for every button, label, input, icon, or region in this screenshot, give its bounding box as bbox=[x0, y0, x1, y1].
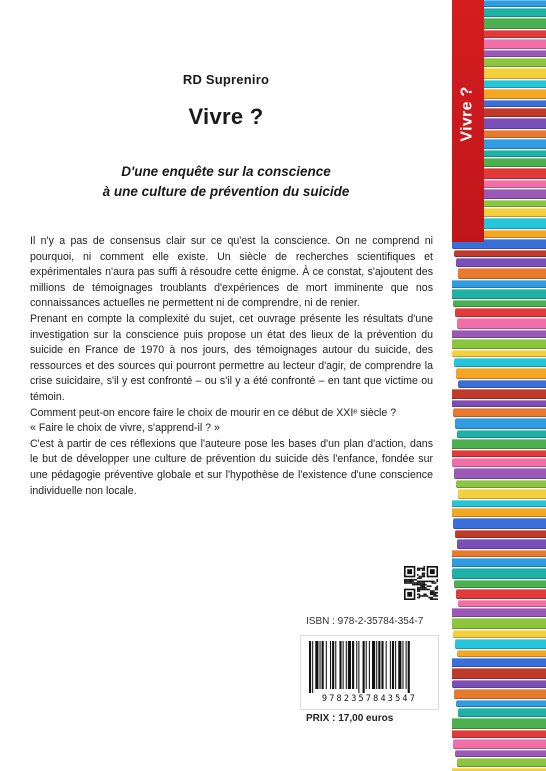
barcode-bar bbox=[369, 641, 370, 689]
book-spine-stripe bbox=[452, 730, 546, 738]
qr-module bbox=[425, 594, 427, 596]
qr-module bbox=[435, 589, 437, 591]
qr-module bbox=[430, 592, 432, 594]
qr-code-icon bbox=[404, 566, 438, 600]
qr-module bbox=[423, 572, 425, 574]
barcode-bar bbox=[390, 641, 391, 689]
book-subtitle bbox=[0, 162, 452, 202]
qr-module bbox=[436, 581, 438, 583]
qr-module bbox=[419, 568, 421, 570]
qr-module bbox=[435, 594, 437, 596]
book-spine-stripe bbox=[456, 258, 546, 267]
barcode-bar bbox=[366, 641, 367, 689]
qr-module bbox=[436, 589, 438, 591]
barcode-bar bbox=[408, 641, 410, 693]
qr-module bbox=[407, 579, 409, 581]
qr-module bbox=[435, 595, 437, 597]
qr-module bbox=[430, 598, 432, 600]
book-spine-stripe bbox=[452, 339, 546, 349]
qr-module bbox=[417, 568, 419, 570]
book-spine-stripe bbox=[452, 400, 546, 407]
qr-module bbox=[417, 589, 419, 591]
qr-module bbox=[420, 587, 422, 589]
book-spine-stripe bbox=[452, 550, 546, 557]
spine-title-text: Vivre ? bbox=[459, 86, 477, 142]
qr-module bbox=[417, 581, 419, 583]
book-spine-stripe bbox=[456, 700, 546, 707]
qr-module bbox=[407, 581, 409, 583]
qr-module bbox=[419, 589, 421, 591]
book-spine-stripe bbox=[454, 358, 546, 367]
qr-module bbox=[410, 579, 412, 581]
qr-module bbox=[430, 594, 432, 596]
barcode-bar bbox=[386, 641, 387, 689]
qr-module bbox=[404, 579, 406, 581]
qr-module bbox=[417, 597, 419, 599]
qr-module bbox=[432, 597, 434, 599]
qr-module bbox=[410, 582, 412, 584]
barcode-bar bbox=[372, 641, 375, 689]
book-spine-stripe bbox=[454, 250, 546, 257]
qr-module bbox=[432, 582, 434, 584]
qr-module bbox=[417, 582, 419, 584]
qr-module bbox=[427, 585, 429, 587]
qr-module bbox=[412, 579, 414, 581]
book-spine-stripe bbox=[452, 568, 546, 579]
qr-module bbox=[436, 598, 438, 600]
barcode-bar bbox=[398, 641, 401, 689]
barcode-bar bbox=[343, 641, 344, 689]
book-spine-stripe bbox=[455, 530, 546, 538]
book-spine-stripe bbox=[458, 600, 546, 607]
book-spine-stripe bbox=[458, 708, 546, 717]
barcode-bar bbox=[406, 641, 407, 689]
book-spine-stripe bbox=[453, 518, 546, 529]
qr-module bbox=[425, 581, 427, 583]
book-spine-stripe bbox=[453, 630, 546, 638]
barcode-bar bbox=[320, 641, 321, 689]
qr-module bbox=[419, 584, 421, 586]
blurb-text bbox=[30, 234, 433, 499]
barcode-bar bbox=[381, 641, 383, 689]
barcode-bar bbox=[352, 641, 354, 689]
book-spine-stripe bbox=[457, 539, 546, 549]
price-label: PRIX : bbox=[306, 713, 336, 724]
qr-module bbox=[423, 566, 425, 568]
qr-module bbox=[422, 595, 424, 597]
qr-module bbox=[428, 597, 430, 599]
barcode-bar bbox=[339, 641, 341, 689]
qr-module bbox=[433, 582, 435, 584]
qr-module bbox=[433, 594, 435, 596]
barcode-bar bbox=[315, 641, 318, 689]
book-spine-stripe bbox=[457, 758, 546, 767]
qr-module bbox=[436, 587, 438, 589]
qr-module bbox=[420, 595, 422, 597]
qr-module bbox=[423, 584, 425, 586]
qr-module bbox=[427, 595, 429, 597]
qr-module bbox=[430, 581, 432, 583]
book-spine-stripe bbox=[452, 658, 546, 667]
qr-module bbox=[410, 581, 412, 583]
qr-module bbox=[423, 582, 425, 584]
book-spine-stripe bbox=[454, 580, 546, 588]
book-title: Vivre ? bbox=[188, 104, 264, 129]
qr-module bbox=[432, 594, 434, 596]
book-spine-stripe bbox=[455, 308, 546, 317]
qr-finder-pattern bbox=[430, 569, 435, 574]
qr-module bbox=[415, 582, 417, 584]
book-spine-stripe bbox=[452, 350, 546, 357]
qr-module bbox=[432, 581, 434, 583]
qr-finder-pattern bbox=[407, 569, 412, 574]
qr-module bbox=[423, 594, 425, 596]
qr-module bbox=[406, 581, 408, 583]
author-name: RD Supreniro bbox=[182, 72, 270, 87]
qr-module bbox=[406, 579, 408, 581]
qr-module bbox=[417, 594, 419, 596]
barcode-bar bbox=[402, 641, 403, 689]
book-spine-stripe bbox=[453, 300, 546, 307]
qr-module bbox=[422, 576, 424, 578]
barcode-bar bbox=[356, 641, 357, 689]
book-spine-stripe bbox=[455, 639, 546, 649]
barcode-bar bbox=[330, 641, 331, 689]
barcode-bar bbox=[376, 641, 377, 689]
qr-module bbox=[422, 589, 424, 591]
book-spine-stripe bbox=[455, 418, 546, 429]
qr-module bbox=[436, 592, 438, 594]
barcode-bar bbox=[392, 641, 394, 689]
barcode-bar bbox=[363, 641, 365, 693]
qr-module bbox=[432, 592, 434, 594]
qr-module bbox=[427, 589, 429, 591]
barcode-bar bbox=[326, 641, 327, 689]
book-spine-stripe bbox=[452, 680, 546, 688]
qr-module bbox=[419, 597, 421, 599]
qr-module bbox=[419, 569, 421, 571]
barcode-bar bbox=[358, 641, 359, 693]
qr-module bbox=[414, 582, 416, 584]
barcode-bar bbox=[309, 641, 311, 693]
qr-module bbox=[422, 581, 424, 583]
qr-module bbox=[420, 568, 422, 570]
barcode-bar bbox=[395, 641, 396, 689]
qr-module bbox=[435, 598, 437, 600]
qr-module bbox=[428, 589, 430, 591]
blurb-paragraph-3: Comment peut-on encore faire le choix de mourir en ce début de XXIᵉ siècle ? bbox=[30, 406, 397, 419]
qr-module bbox=[417, 574, 419, 576]
qr-module bbox=[422, 569, 424, 571]
book-spine-stripe bbox=[458, 380, 546, 388]
book-spine-stripe bbox=[452, 439, 546, 449]
qr-module bbox=[420, 581, 422, 583]
barcode-bar bbox=[322, 641, 324, 689]
qr-module bbox=[417, 587, 419, 589]
barcode-bar bbox=[332, 641, 334, 689]
qr-module bbox=[412, 584, 414, 586]
qr-module bbox=[432, 590, 434, 592]
qr-module bbox=[428, 585, 430, 587]
qr-module bbox=[419, 594, 421, 596]
book-spine-stripe bbox=[456, 589, 546, 599]
blurb-quote: « Faire le choix de vivre, s'apprend-il ? » bbox=[30, 422, 220, 435]
isbn-text: ISBN : 978-2-35784-354-7 bbox=[306, 616, 424, 627]
book-spine-stripe bbox=[453, 739, 546, 749]
barcode-bar bbox=[346, 641, 347, 689]
book-spine-stripe bbox=[452, 558, 546, 567]
qr-finder-pattern bbox=[407, 592, 412, 597]
book-spine-stripe bbox=[452, 389, 546, 399]
qr-module bbox=[420, 589, 422, 591]
qr-module bbox=[412, 581, 414, 583]
qr-module bbox=[419, 590, 421, 592]
book-spine-stripe bbox=[456, 480, 546, 488]
qr-module bbox=[432, 598, 434, 600]
qr-module bbox=[422, 572, 424, 574]
barcode bbox=[300, 635, 439, 710]
book-spine-stripe bbox=[452, 618, 546, 629]
qr-module bbox=[422, 587, 424, 589]
qr-module bbox=[435, 582, 437, 584]
book-spine-stripe bbox=[457, 318, 546, 329]
qr-module bbox=[417, 569, 419, 571]
blurb-paragraph-5: C'est à partir de ces réflexions que l'auteure pose les bases d'un plan d'action, dans le but de développer une culture de prévention du suicide dès l'enfance, fondée sur une pédagogie préventive globale et sur l'hypothèse de l'existence d'une conscience individuelle non locale. bbox=[30, 437, 433, 497]
book-spine-stripe bbox=[452, 508, 546, 517]
qr-module bbox=[409, 581, 411, 583]
qr-module bbox=[422, 582, 424, 584]
qr-module bbox=[423, 587, 425, 589]
qr-module bbox=[417, 577, 419, 579]
book-spine-stripe bbox=[452, 450, 546, 457]
qr-module bbox=[428, 581, 430, 583]
book-spine-stripe bbox=[453, 408, 546, 417]
qr-module bbox=[435, 592, 437, 594]
barcode-bar bbox=[348, 641, 351, 689]
book-spine-stripe bbox=[455, 750, 546, 757]
book-spine-stripe bbox=[454, 468, 546, 479]
qr-module bbox=[436, 595, 438, 597]
qr-module bbox=[425, 589, 427, 591]
blurb-paragraph-2: Prenant en compte la complexité du sujet, cet ouvrage présente les résultats d'une investigation sur la conscience puis propose un état des lieux de la prévention du suicide en France de 1970 à nos jours, des témoignages autour du suicide, des ressources et des sources qui pourront permettre au lecteur d'agir, de comprendre la crise suicidaire, s'il y est confronté – ou s'il y a été confronté – en tant que victime ou témoin. bbox=[30, 312, 433, 403]
barcode-bar bbox=[335, 641, 336, 689]
qr-module bbox=[433, 590, 435, 592]
qr-module bbox=[430, 585, 432, 587]
qr-module bbox=[419, 595, 421, 597]
book-spine-stripe bbox=[452, 280, 546, 288]
subtitle-line-2: à une culture de prévention du suicide bbox=[102, 184, 350, 199]
book-spine-stripe bbox=[452, 330, 546, 338]
spine-title bbox=[452, 64, 484, 164]
qr-module bbox=[435, 587, 437, 589]
qr-module bbox=[433, 592, 435, 594]
price-value: 17,00 euros bbox=[338, 713, 394, 724]
book-spine-stripe bbox=[456, 368, 546, 379]
qr-module bbox=[423, 574, 425, 576]
qr-module bbox=[404, 581, 406, 583]
qr-module bbox=[419, 577, 421, 579]
qr-module bbox=[422, 584, 424, 586]
qr-module bbox=[406, 582, 408, 584]
qr-module bbox=[414, 584, 416, 586]
qr-module bbox=[420, 584, 422, 586]
subtitle-line-1: D'une enquête sur la conscience bbox=[121, 164, 331, 179]
qr-module bbox=[422, 574, 424, 576]
book-spine-stripe bbox=[452, 289, 546, 299]
qr-module bbox=[412, 582, 414, 584]
qr-module bbox=[419, 587, 421, 589]
book-spine-stripe bbox=[452, 668, 546, 679]
book-spine-stripe bbox=[454, 689, 546, 699]
qr-module bbox=[422, 585, 424, 587]
book-spine-stripe bbox=[457, 430, 546, 438]
qr-module bbox=[409, 582, 411, 584]
qr-module bbox=[433, 598, 435, 600]
barcode-bar bbox=[312, 641, 313, 693]
qr-module bbox=[420, 582, 422, 584]
barcode-bar bbox=[378, 641, 380, 689]
qr-module bbox=[423, 595, 425, 597]
qr-module bbox=[415, 579, 417, 581]
qr-module bbox=[423, 585, 425, 587]
qr-module bbox=[430, 590, 432, 592]
qr-module bbox=[423, 581, 425, 583]
barcode-icon bbox=[309, 641, 430, 693]
qr-module bbox=[436, 585, 438, 587]
blurb-paragraph-1: Il n'y a pas de consensus clair sur ce qu'est la conscience. On ne comprend ni pourquoi, ni comment elle existe. Un siècle de recherches scientifiques et expérimentales n'aura pas suffi à résoudre cette énigme. À ce constat, s'ajoutent des millions de témoignages troublants d'expériences de mort imminente que nos connaissances actuelles ne permettent ni de comprendre, ni de renier. bbox=[30, 235, 433, 310]
qr-module bbox=[425, 595, 427, 597]
qr-module bbox=[419, 582, 421, 584]
qr-module bbox=[430, 597, 432, 599]
barcode-digits: 9782357843547 bbox=[321, 694, 418, 704]
book-spine-stripe bbox=[458, 268, 546, 279]
qr-module bbox=[419, 576, 421, 578]
book-spine-stripe bbox=[452, 458, 546, 467]
qr-module bbox=[407, 582, 409, 584]
qr-module bbox=[414, 579, 416, 581]
qr-module bbox=[415, 584, 417, 586]
qr-module bbox=[436, 579, 438, 581]
qr-module bbox=[425, 587, 427, 589]
book-spine-stripe bbox=[457, 650, 546, 657]
qr-module bbox=[423, 568, 425, 570]
qr-module bbox=[420, 577, 422, 579]
qr-module bbox=[423, 576, 425, 578]
book-spine-stripe bbox=[452, 500, 546, 507]
qr-module bbox=[433, 595, 435, 597]
qr-module bbox=[420, 576, 422, 578]
book-spine-stripe bbox=[458, 489, 546, 499]
book-spine-stripe bbox=[452, 608, 546, 617]
price bbox=[306, 713, 393, 724]
qr-module bbox=[409, 579, 411, 581]
qr-module bbox=[417, 584, 419, 586]
qr-module bbox=[423, 569, 425, 571]
qr-module bbox=[423, 589, 425, 591]
qr-module bbox=[417, 590, 419, 592]
qr-module bbox=[422, 568, 424, 570]
qr-module bbox=[425, 584, 427, 586]
qr-module bbox=[433, 581, 435, 583]
book-spine-stripe bbox=[452, 718, 546, 729]
qr-module bbox=[427, 581, 429, 583]
qr-module bbox=[404, 582, 406, 584]
qr-module bbox=[419, 581, 421, 583]
qr-module bbox=[420, 585, 422, 587]
